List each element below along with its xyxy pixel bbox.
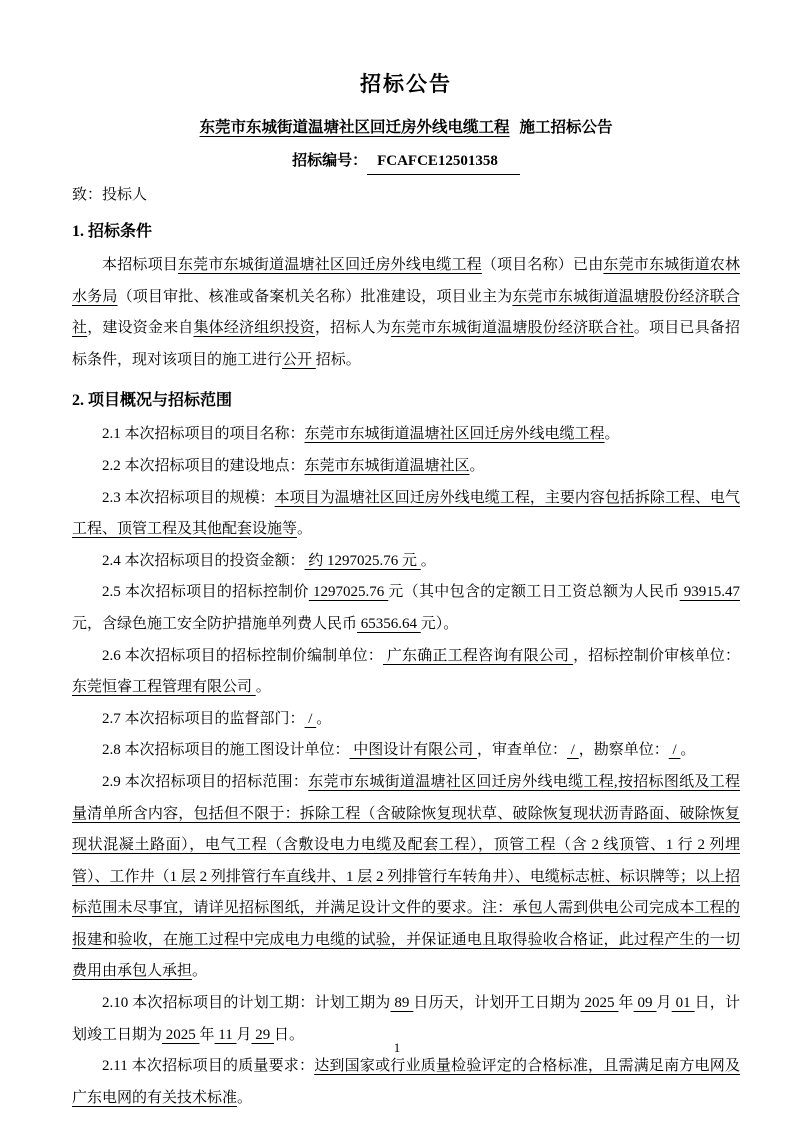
text-run: 月 bbox=[656, 995, 672, 1012]
text-run: 2.7 本次招标项目的监督部门： bbox=[102, 710, 305, 727]
filled-blank: 公开 bbox=[282, 351, 316, 368]
filled-blank: 东莞恒睿工程管理有限公司 bbox=[72, 679, 256, 696]
filled-blank: / bbox=[668, 742, 681, 759]
filled-blank: 集体经济组织投资 bbox=[193, 320, 315, 337]
text-run: 日历天，计划开工日期为 bbox=[413, 995, 581, 1012]
filled-blank: 93915.47 bbox=[679, 584, 740, 601]
document-body bbox=[72, 217, 740, 1114]
filled-blank: / bbox=[567, 742, 579, 759]
filled-blank: 达到国家或行业质量检验评定的合格标准，且需满足南方电网及广东电网的有关技术标准 bbox=[72, 1058, 740, 1106]
filled-blank: 11 bbox=[214, 1026, 237, 1043]
filled-blank: 65356.64 bbox=[357, 615, 421, 632]
text-run: 招标。 bbox=[315, 351, 361, 368]
tender-number-value: FCAFCE12501358 bbox=[367, 150, 520, 175]
filled-blank: 东莞市东城街道温塘股份经济联合社 bbox=[72, 288, 740, 337]
text-run: ，勘察单位： bbox=[578, 742, 669, 759]
filled-blank: 东莞市东城街道温塘社区回迁房外线电缆工程 bbox=[304, 426, 605, 443]
salutation: 致：投标人 bbox=[72, 187, 148, 203]
text-run: 2.3 本次招标项目的规模： bbox=[102, 489, 275, 506]
subtitle-suffix: 施工招标公告 bbox=[515, 119, 613, 136]
text-run: 年 bbox=[199, 1026, 215, 1043]
text-run: 2.1 本次招标项目的项目名称： bbox=[102, 426, 305, 443]
text-run: 。 bbox=[297, 521, 313, 538]
filled-blank: 广东确正工程咨询有限公司 bbox=[382, 647, 574, 664]
document-title: 招标公告 bbox=[360, 72, 452, 96]
filled-blank: 中图设计有限公司 bbox=[349, 742, 478, 759]
filled-blank: 01 bbox=[671, 995, 695, 1012]
filled-blank: 约 1297025.76 元 bbox=[304, 552, 421, 569]
section-heading: 2. 项目概况与招标范围 bbox=[72, 392, 233, 410]
text-run: 。 bbox=[604, 426, 620, 443]
text-run: 。 bbox=[469, 457, 485, 474]
text-run: ，审查单位： bbox=[477, 742, 568, 759]
document-subtitle bbox=[72, 114, 740, 141]
text-run: 2.9 本次招标项目的招标范围： bbox=[102, 773, 309, 790]
text-run: 月 bbox=[236, 1026, 252, 1043]
filled-blank: 东莞市东城街道温塘股份经济联合社 bbox=[390, 320, 634, 337]
filled-blank: 1297025.76 bbox=[308, 584, 389, 601]
filled-blank: 2025 bbox=[162, 1026, 200, 1043]
paragraph bbox=[72, 483, 740, 546]
text-run: 年 bbox=[618, 995, 634, 1012]
text-run: 2.2 本次招标项目的建设地点： bbox=[102, 457, 305, 474]
text-run: 2.10 本次招标项目的计划工期：计划工期为 bbox=[102, 995, 391, 1012]
text-run: 2.6 本次招标项目的招标控制价编制单位： bbox=[102, 647, 383, 664]
text-run: 。 bbox=[316, 710, 332, 727]
paragraph bbox=[72, 419, 740, 451]
text-run: 本招标项目 bbox=[102, 257, 178, 273]
paragraph bbox=[72, 1051, 740, 1114]
section-heading: 1. 招标条件 bbox=[72, 223, 153, 240]
text-run: 。 bbox=[192, 963, 208, 980]
text-run: 元（其中包含的定额工日工资总额为人民币 bbox=[388, 584, 680, 601]
tender-number-label: 招标编号： bbox=[292, 153, 368, 169]
text-run: 日。 bbox=[274, 1026, 305, 1043]
filled-blank: / bbox=[304, 710, 317, 727]
paragraph bbox=[72, 451, 740, 483]
paragraph bbox=[72, 641, 740, 704]
paragraph bbox=[72, 767, 740, 988]
text-run: （项目名称）已由 bbox=[481, 257, 604, 273]
text-run: 。项目已具备招标条件，现对该项目的施工进行 bbox=[72, 320, 740, 368]
text-run: 元，含绿色施工安全防护措施单列费人民币 bbox=[72, 615, 358, 632]
text-run: 。 bbox=[420, 552, 436, 569]
filled-blank: 09 bbox=[633, 995, 657, 1012]
text-run: 2.5 本次招标项目的招标控制价 bbox=[102, 584, 309, 601]
tender-number-line bbox=[72, 150, 740, 175]
filled-blank: 东莞市东城街道农林水务局 bbox=[72, 257, 740, 305]
text-run: 2.8 本次招标项目的施工图设计单位： bbox=[102, 742, 350, 759]
filled-blank: 本项目为温塘社区回迁房外线电缆工程，主要内容包括拆除工程、电气工程、顶管工程及其他配套设施等 bbox=[72, 489, 740, 538]
paragraph bbox=[72, 250, 740, 376]
paragraph bbox=[72, 577, 740, 640]
filled-blank: 2025 bbox=[580, 995, 619, 1012]
paragraph bbox=[72, 546, 740, 578]
text-run: （项目审批、核准或备案机关名称）批准建设，项目业主为 bbox=[117, 288, 513, 305]
filled-blank: 29 bbox=[251, 1026, 274, 1043]
paragraph bbox=[72, 704, 740, 736]
filled-blank: 89 bbox=[390, 995, 414, 1012]
text-run: ，建设资金来自 bbox=[87, 320, 194, 337]
page-number-footer: 1 bbox=[393, 1040, 401, 1055]
text-run: 2.4 本次招标项目的投资金额： bbox=[102, 552, 305, 569]
text-run: 元）。 bbox=[420, 615, 459, 632]
text-run: 。 bbox=[680, 742, 696, 759]
text-run: ，招标人为 bbox=[314, 320, 391, 337]
text-run: 。 bbox=[237, 1089, 253, 1106]
text-run: 2.11 本次招标项目的质量要求： bbox=[102, 1058, 315, 1075]
subtitle-project-name: 东莞市东城街道温塘社区回迁房外线电缆工程 bbox=[199, 119, 510, 136]
filled-blank: 东莞市东城街道温塘社区回迁房外线电缆工程 bbox=[177, 257, 482, 273]
filled-blank: 东莞市东城街道温塘社区 bbox=[304, 457, 470, 474]
text-run: 。 bbox=[255, 679, 271, 696]
text-run: ，招标控制价审核单位： bbox=[573, 647, 740, 664]
paragraph bbox=[72, 735, 740, 767]
filled-blank: 东莞市东城街道温塘社区回迁房外线电缆工程,按招标图纸及工程量清单所含内容，包括但不限于：拆除工程（含破除恢复现状草、破除恢复现状沥青路面、破除恢复现状混凝土路面），电气工程（含敷设电力电缆及配套工程），顶管工程（含 2 线顶管、1 行 2 列埋管）、工作井（1 层 2 列排管行车直线井、1 层 2 列排管行车转角井）、电缆标志桩、标识牌等；以上招标范围未尽事宜，请详见招标图纸，并满足设计文件的要求。注：承包人需到供电公司完成本工程的报建和验收，在施工过程中完成电力电缆的试验，并保证通电且取得验收合格证，此过程产生的一切费用由承包人承担 bbox=[72, 773, 740, 980]
text-run: 日，计划竣工日期为 bbox=[72, 995, 740, 1043]
